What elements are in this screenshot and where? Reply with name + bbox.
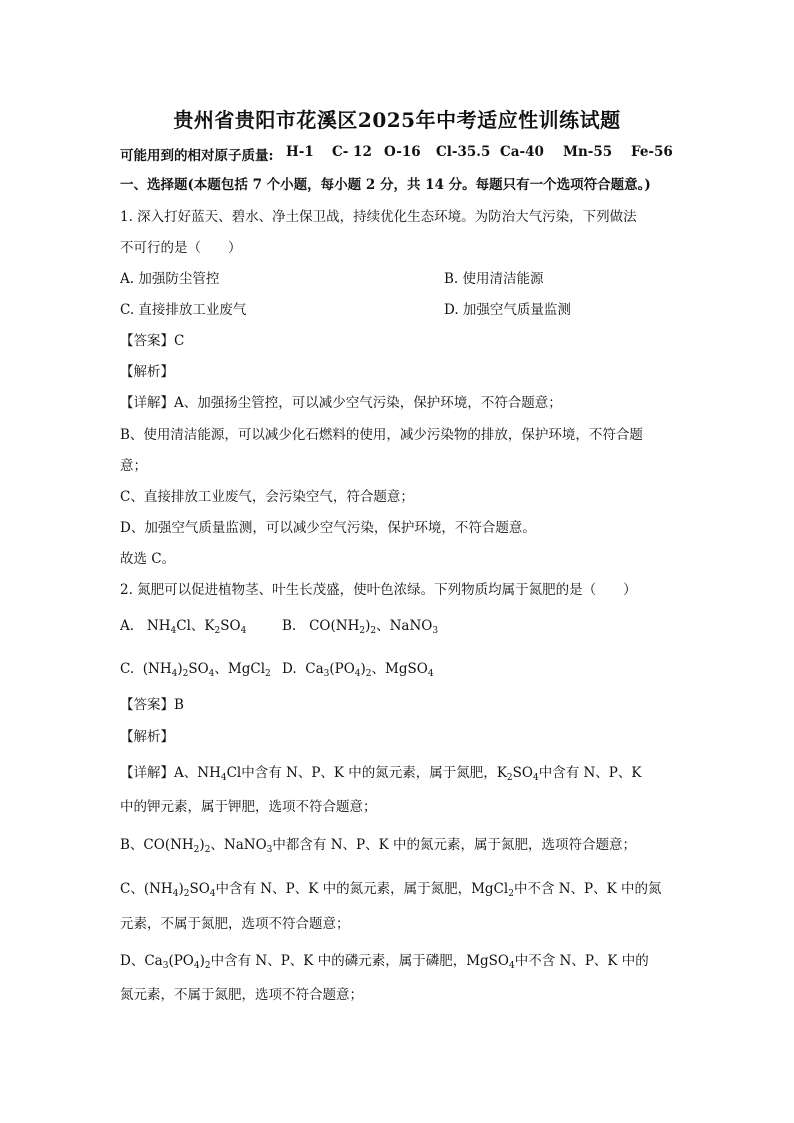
atomic-mass-row	[120, 144, 680, 164]
q2-answer: 【答案】B	[120, 697, 184, 713]
formula-subscript: 2	[365, 669, 372, 679]
q1-option-a: A. 加强防尘管控	[120, 271, 220, 287]
detail-text: 、NaNO	[210, 837, 267, 853]
formula-subscript: 2	[183, 889, 190, 899]
formula-subscript: 2	[204, 845, 211, 855]
formula-subscript: 2	[193, 845, 200, 855]
formula-subscript: 2	[182, 669, 189, 679]
page-title: 贵州省贵阳市花溪区2025年中考适应性训练试题	[173, 108, 621, 132]
separator: 、	[190, 618, 205, 634]
option-label: A.	[120, 618, 135, 634]
formula-subscript: 2	[214, 626, 221, 636]
separator: 、	[214, 661, 228, 677]
formula-part: Cl	[226, 765, 242, 781]
detail-text: 中不含 N、P、K 中的	[514, 953, 649, 969]
atomic-mass-item: H-1	[286, 144, 314, 160]
formula-subscript: 4	[220, 773, 227, 783]
formula-part: NH	[146, 618, 171, 634]
formula-subscript: 4	[208, 669, 215, 679]
formula-subscript: 4	[171, 669, 178, 679]
q2-detail-a-line1	[120, 763, 641, 783]
q1-answer: 【答案】C	[120, 333, 185, 349]
formula-part: )	[365, 618, 371, 634]
q1-analysis-label: 【解析】	[120, 364, 174, 380]
detail-text: 中含有 N、P、K 中的磷元素，属于磷肥，	[210, 953, 467, 969]
option-label: C.	[120, 661, 135, 677]
q2-stem: 2. 氮肥可以促进植物茎、叶生长茂盛，使叶色浓绿。下列物质均属于氮肥的是（ ）	[120, 582, 637, 598]
q1-detail-b-line2: 意；	[120, 458, 147, 474]
atomic-mass-item: Ca-40	[500, 144, 544, 160]
formula-subscript: 3	[266, 845, 273, 855]
detail-prefix: D、	[120, 953, 145, 969]
q2-option-a	[120, 616, 246, 636]
formula-part: K	[496, 765, 507, 781]
formula-subscript: 3	[432, 626, 439, 636]
formula-part: MgCl	[227, 661, 266, 677]
formula-part: SO	[220, 618, 241, 634]
formula-subscript: 4	[508, 961, 515, 971]
formula-part: Ca	[305, 661, 324, 677]
option-label: B.	[282, 618, 297, 634]
formula-part: )	[199, 953, 205, 969]
formula-subscript: 3	[162, 961, 169, 971]
q1-conclusion: 故选 C。	[120, 551, 176, 567]
formula-part: (PO	[168, 953, 194, 969]
q2-detail-c-line2: 元素，不属于氮肥，选项不符合题意；	[120, 916, 350, 932]
q1-stem-line1: 1. 深入打好蓝天、碧水、净土保卫战，持续优化生态环境。为防治大气污染，下列做法	[120, 209, 637, 225]
formula-subscript: 2	[359, 626, 366, 636]
q2-analysis-label: 【解析】	[120, 729, 174, 745]
formula-part: )	[178, 881, 184, 897]
formula-part: CO(NH	[309, 618, 360, 634]
formula-part: K	[204, 618, 215, 634]
detail-text: 中含有 N、P、K	[538, 765, 642, 781]
detail-prefix: 【详解】A、	[120, 765, 198, 781]
q2-option-b	[282, 616, 438, 636]
atomic-mass-item: O-16	[384, 144, 421, 160]
formula-part: )	[199, 837, 205, 853]
q2-option-c	[120, 659, 271, 679]
detail-prefix: C、	[120, 881, 144, 897]
separator: 、	[376, 618, 390, 634]
formula-part: MgSO	[466, 953, 509, 969]
q2-detail-b	[120, 835, 636, 855]
q1-detail-c: C、直接排放工业废气，会污染空气，符合题意；	[120, 489, 414, 505]
q2-detail-d-line2: 氮元素，不属于氮肥，选项不符合题意；	[120, 987, 363, 1003]
detail-text: 中不含 N、P、K 中的氮	[513, 881, 662, 897]
formula-part: CO(NH	[143, 837, 194, 853]
formula-subscript: 4	[170, 626, 177, 636]
formula-part: )	[360, 661, 366, 677]
q2-option-d	[282, 659, 434, 679]
formula-part: Ca	[144, 953, 163, 969]
formula-subscript: 4	[240, 626, 247, 636]
formula-subscript: 2	[204, 961, 211, 971]
formula-part: (PO	[329, 661, 355, 677]
q1-option-c: C. 直接排放工业废气	[120, 302, 247, 318]
atomic-mass-item: Mn-55	[563, 144, 613, 160]
formula-subscript: 2	[265, 669, 271, 679]
q1-stem-line2: 不可行的是（ ）	[120, 240, 242, 256]
formula-subscript: 4	[427, 669, 434, 679]
formula-part: (NH	[143, 881, 173, 897]
formula-subscript: 2	[506, 773, 513, 783]
formula-part: )	[177, 661, 183, 677]
atomic-mass-item: Fe-56	[631, 144, 673, 160]
formula-part: SO	[512, 765, 533, 781]
q2-detail-d-line1	[120, 951, 649, 971]
q1-detail-d: D、加强空气质量监测，可以减少空气污染，保护环境，不符合题意。	[120, 520, 536, 536]
formula-part: SO	[188, 661, 209, 677]
atomic-mass-label: 可能用到的相对原子质量:	[120, 148, 274, 164]
formula-subscript: 3	[323, 669, 330, 679]
separator: 、	[371, 661, 386, 677]
formula-part: SO	[189, 881, 210, 897]
q1-option-b: B. 使用清洁能源	[444, 271, 544, 287]
formula-part: NaNO	[389, 618, 433, 634]
q1-detail-a: 【详解】A、加强扬尘管控，可以减少空气污染，保护环境，不符合题意；	[120, 395, 562, 411]
q1-option-d: D. 加强空气质量监测	[444, 302, 571, 318]
option-label: D.	[282, 661, 297, 677]
formula-part: NH	[197, 765, 221, 781]
detail-prefix: B、	[120, 837, 144, 853]
formula-subscript: 4	[532, 773, 539, 783]
detail-text: 中含有 N、P、K 中的氮元素，属于氮肥，	[241, 765, 497, 781]
formula-part: MgSO	[385, 661, 428, 677]
q1-detail-b-line1: B、使用清洁能源，可以减少化石燃料的使用，减少污染物的排放，保护环境，不符合题	[120, 427, 643, 443]
detail-text: 中含有 N、P、K 中的氮元素，属于氮肥，	[215, 881, 472, 897]
formula-part: Cl	[176, 618, 191, 634]
q2-detail-a-line2: 中的钾元素，属于钾肥，选项不符合题意；	[120, 799, 377, 815]
section-header: 一、选择题(本题包括 7 个小题，每小题 2 分，共 14 分。每题只有一个选项符合题意。)	[120, 177, 651, 193]
formula-subscript: 4	[193, 961, 200, 971]
formula-part: (NH	[142, 661, 172, 677]
formula-subscript: 4	[172, 889, 179, 899]
formula-subscript: 4	[354, 669, 361, 679]
atomic-mass-item: C- 12	[332, 144, 372, 160]
detail-text: 中都含有 N、P、K 中的氮元素，属于氮肥，选项符合题意；	[272, 837, 636, 853]
formula-part: MgCl	[471, 881, 509, 897]
formula-subscript: 4	[209, 889, 216, 899]
q2-detail-c-line1	[120, 879, 662, 899]
atomic-mass-item: Cl-35.5	[436, 144, 491, 160]
formula-subscript: 2	[370, 626, 377, 636]
formula-subscript: 2	[508, 889, 514, 899]
